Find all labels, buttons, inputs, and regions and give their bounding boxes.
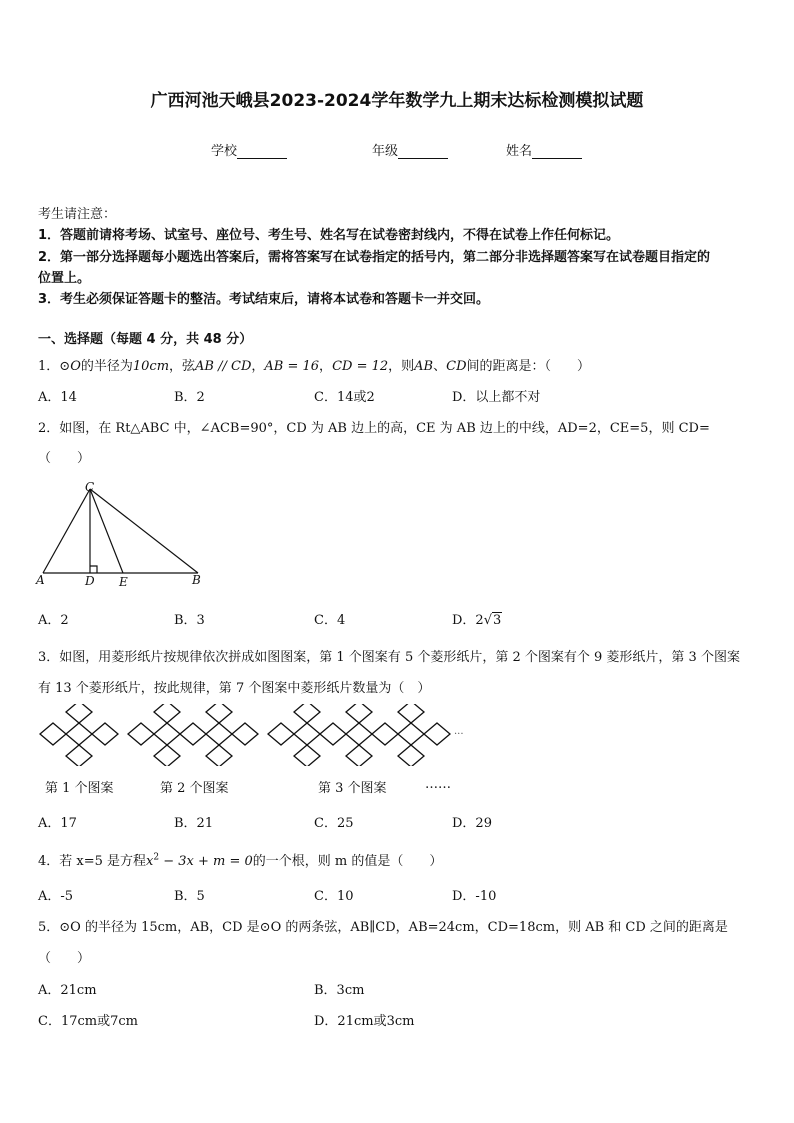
sqrt-icon: √ [483, 613, 492, 628]
triangle-figure [30, 476, 210, 592]
rhombus-tile [372, 723, 398, 745]
question-5-paren: （ ） [38, 951, 91, 966]
school-blank [237, 146, 287, 159]
q1-option-b[interactable]: B．2 [174, 390, 205, 405]
circle-symbol: ⊙ [59, 359, 71, 374]
notice-item-2-cont: 位置上。 [38, 271, 91, 286]
grade-field [372, 140, 448, 159]
school-field [211, 140, 287, 159]
rhombus-tile [346, 723, 372, 745]
q5-option-d[interactable]: D．21cm或3cm [314, 1014, 415, 1029]
q2-option-d[interactable] [452, 609, 502, 628]
q1-center: O [70, 359, 81, 374]
q1-sep: ， [251, 359, 265, 374]
notice-heading: 考生请注意： [38, 207, 117, 222]
q3-option-a[interactable]: A．17 [38, 816, 77, 831]
q1-text: ，则 [388, 359, 415, 374]
q4-option-c[interactable]: C．10 [314, 889, 354, 904]
question-3-cont: 有 13 个菱形纸片，按此规律，第 7 个图案中菱形纸片数量为（ ） [38, 681, 431, 696]
q2-option-b[interactable]: B．3 [174, 613, 205, 628]
rhombus-tile [66, 745, 92, 766]
label-d: D [85, 574, 95, 588]
q4-equation: − 3x + m = 0 [159, 854, 253, 869]
q1-text: 间的距离是：（ ） [466, 359, 591, 374]
question-1 [38, 355, 590, 374]
q4-option-d[interactable]: D．-10 [452, 889, 497, 904]
rhombus-tile [398, 745, 424, 766]
q2-option-d-radicand: 3 [493, 613, 502, 628]
grade-blank [398, 146, 448, 159]
q4-exponent: 2 [153, 852, 160, 863]
rhombus-tile [154, 704, 180, 723]
q1-chord-condition: AB // CD [195, 359, 252, 374]
question-4 [38, 850, 442, 869]
section-heading: 一、选择题（每题 4 分，共 48 分） [38, 332, 253, 347]
q3-option-b[interactable]: B．21 [174, 816, 214, 831]
q5-option-b[interactable]: B．3cm [314, 983, 365, 998]
right-angle-mark [90, 566, 97, 573]
q1-radius: 10cm [132, 359, 170, 374]
rhombus-tile [294, 704, 320, 723]
q1-cd-length: CD = 12 [332, 359, 389, 374]
rhombus-tile [232, 723, 258, 745]
caption-ellipsis: …… [425, 777, 451, 792]
question-2-paren: （ ） [38, 451, 91, 466]
rhombus-tile [398, 723, 424, 745]
rhombus-tile [128, 723, 154, 745]
q1-sep: ， [319, 359, 333, 374]
q5-option-a[interactable]: A．21cm [38, 983, 97, 998]
notice-item-1: 1．答题前请将考场、试室号、座位号、考生号、姓名写在试卷密封线内，不得在试卷上作任何标记。 [38, 228, 620, 243]
question-3: 3．如图，用菱形纸片按规律依次拼成如图图案，第 1 个图案有 5 个菱形纸片，第 2 个图案有个 9 菱形纸片，第 3 个图案 [38, 650, 740, 665]
question-5: 5．⊙O 的半径为 15cm，AB，CD 是⊙O 的两条弦，AB∥CD，AB=24cm，CD=18cm，则 AB 和 CD 之间的距离是 [38, 920, 728, 935]
label-e: E [119, 575, 128, 589]
caption-pattern-1: 第 1 个图案 [45, 781, 114, 796]
rhombus-tile [206, 704, 232, 723]
rhombus-tile [92, 723, 118, 745]
question-2: 2．如图，在 Rt△ABC 中，∠ACB=90°，CD 为 AB 边上的高，CE 为 AB 边上的中线，AD=2，CE=5，则 CD= [38, 421, 710, 436]
rhombus-tile [294, 723, 320, 745]
page-title: 广西河池天峨县2023-2024学年数学九上期末达标检测模拟试题 [150, 91, 644, 111]
segment-ac [43, 489, 90, 573]
q2-option-d-label: D．2 [452, 613, 484, 628]
q1-ab-length: AB = 16 [264, 359, 320, 374]
rhombus-tile [154, 723, 180, 745]
q4-text: 4．若 x=5 是方程 [38, 854, 147, 869]
rhombus-pattern-figure [38, 704, 468, 766]
name-blank [532, 146, 582, 159]
notice-item-2: 2．第一部分选择题每小题选出答案后，需将答案写在试卷指定的括号内，第二部分非选择题答案写在试卷题目指定的 [38, 250, 711, 265]
rhombus-tile [40, 723, 66, 745]
label-a: A [36, 573, 45, 587]
rhombus-tile [180, 723, 206, 745]
grade-label: 年级 [372, 144, 399, 159]
label-c: C [85, 480, 95, 494]
q3-option-d[interactable]: D．29 [452, 816, 492, 831]
q4-text: 的一个根，则 m 的值是（ ） [252, 854, 443, 869]
q1-option-c[interactable]: C．14或2 [314, 390, 375, 405]
caption-pattern-3: 第 3 个图案 [318, 781, 387, 796]
q1-text: ，弦 [169, 359, 196, 374]
q1-number: 1． [38, 359, 60, 374]
q1-option-a[interactable]: A．14 [38, 390, 77, 405]
rhombus-tile [66, 723, 92, 745]
q1-text: 的半径为 [80, 359, 133, 374]
rhombus-tile [206, 745, 232, 766]
rhombus-tile [66, 704, 92, 723]
name-field [506, 140, 582, 159]
rhombus-tile [346, 745, 372, 766]
rhombus-tile [268, 723, 294, 745]
caption-pattern-2: 第 2 个图案 [160, 781, 229, 796]
rhombus-tile [398, 704, 424, 723]
q4-variable: x [146, 854, 154, 869]
q1-ab: AB [414, 359, 434, 374]
q4-option-a[interactable]: A．-5 [38, 889, 74, 904]
q1-option-d[interactable]: D．以上都不对 [452, 390, 541, 405]
q5-option-c[interactable]: C．17cm或7cm [38, 1014, 138, 1029]
figure-ellipsis: ... [454, 726, 464, 737]
q2-option-c[interactable]: C．4 [314, 613, 346, 628]
rhombus-tile [346, 704, 372, 723]
label-b: B [192, 573, 201, 587]
rhombus-tile [320, 723, 346, 745]
q1-sep: 、 [433, 359, 447, 374]
q1-cd: CD [446, 359, 467, 374]
q3-option-c[interactable]: C．25 [314, 816, 354, 831]
school-label: 学校 [211, 144, 238, 159]
name-label: 姓名 [506, 144, 533, 159]
rhombus-tile [424, 723, 450, 745]
rhombus-tile [206, 723, 232, 745]
q4-option-b[interactable]: B．5 [174, 889, 205, 904]
rhombus-tile [294, 745, 320, 766]
q2-option-a[interactable]: A．2 [38, 613, 69, 628]
rhombus-tile [154, 745, 180, 766]
notice-item-3: 3．考生必须保证答题卡的整洁。考试结束后，请将本试卷和答题卡一并交回。 [38, 292, 490, 307]
